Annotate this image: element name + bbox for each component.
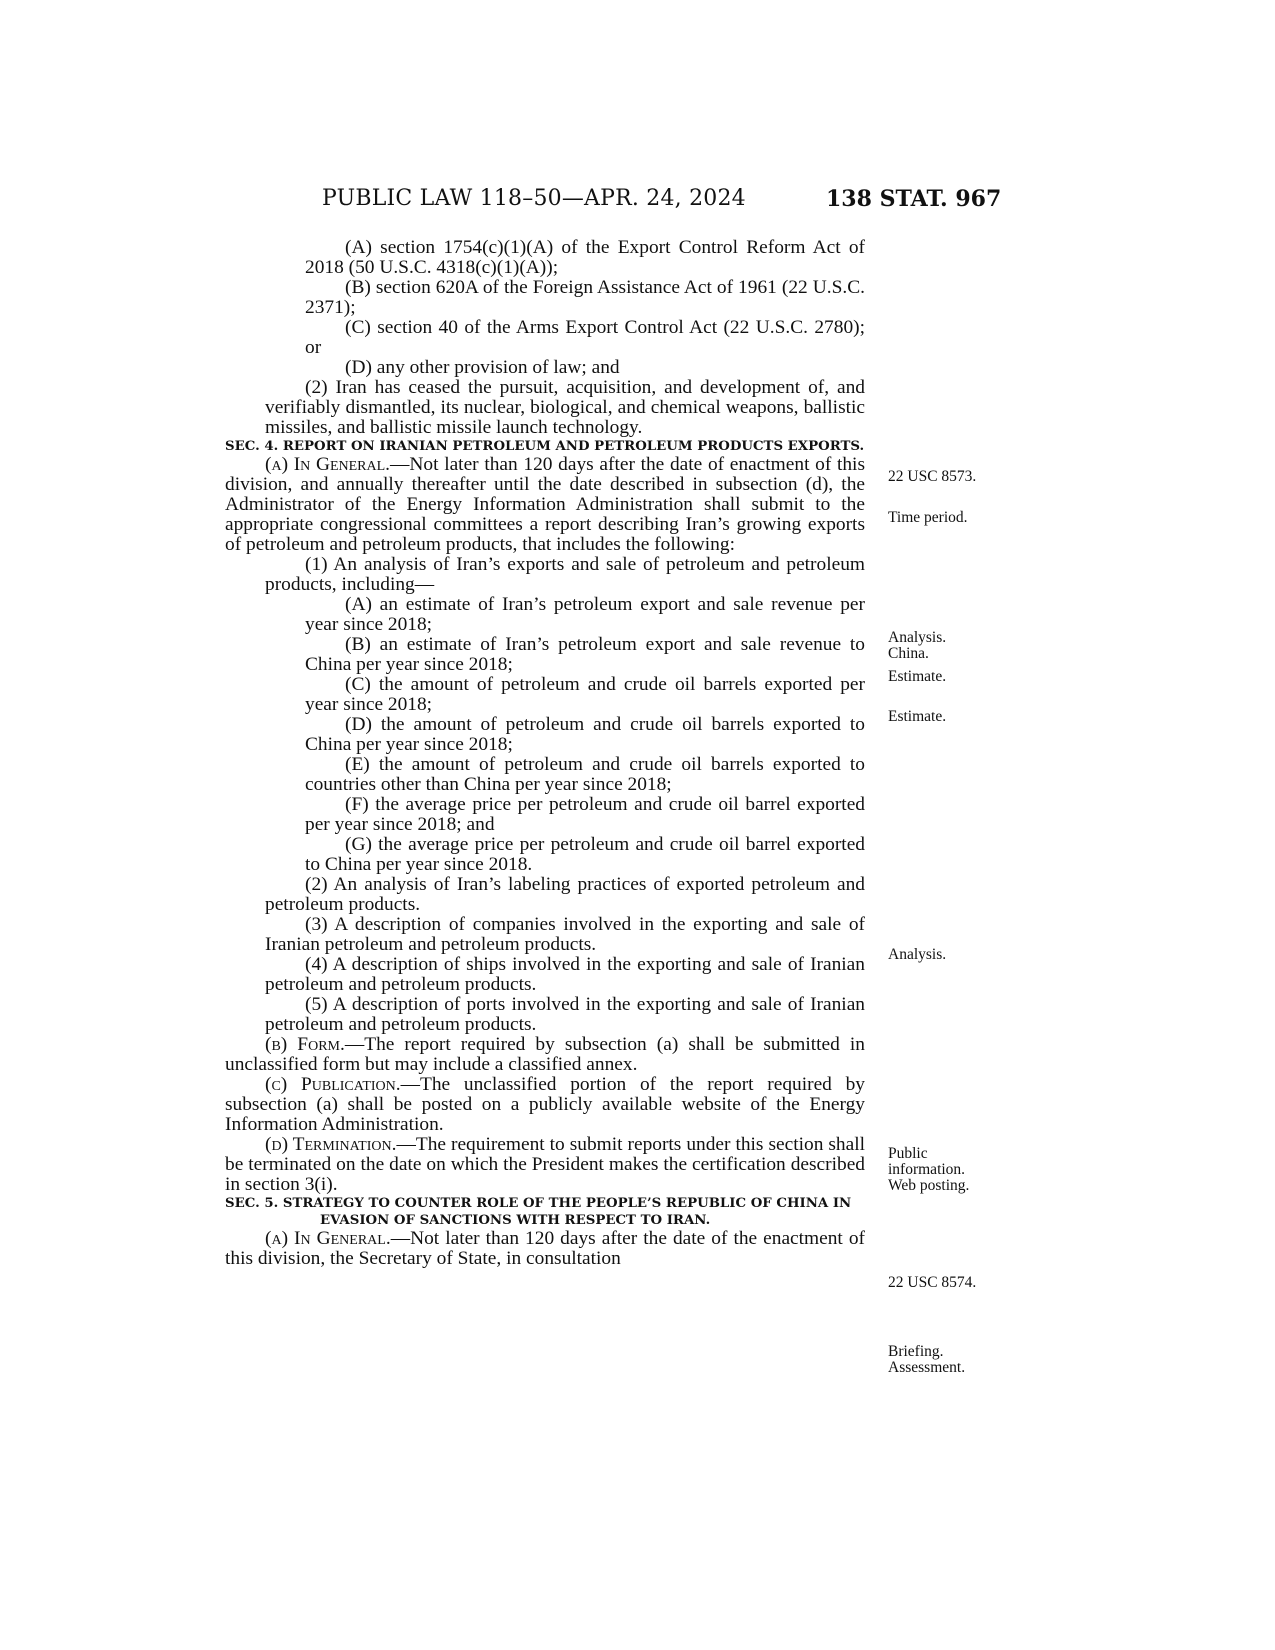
margin-note: Analysis. — [888, 946, 947, 963]
section-heading: SEC. 4. REPORT ON IRANIAN PETROLEUM AND PETROLEUM PRODUCTS EXPORTS. — [225, 439, 865, 454]
paragraph: (E) the amount of petroleum and crude oil barrels exported to countries other than China per year since 2018; — [305, 754, 865, 795]
section-heading: SEC. 5. STRATEGY TO COUNTER ROLE OF THE PEOPLE’S REPUBLIC OF CHINA IN EVASION OF SANCTIONS WITH RESPECT TO IRAN. — [225, 1196, 852, 1228]
paragraph — [225, 1035, 865, 1075]
paragraph: (2) Iran has ceased the pursuit, acquisition, and development of, and verifiably dismantled, its nuclear, biological, and chemical weapons, ballistic missiles, and ballistic missile launch technology. — [265, 377, 865, 438]
margin-note-usc: 22 USC 8573. — [888, 468, 977, 485]
paragraph: (B) section 620A of the Foreign Assistance Act of 1961 (22 U.S.C. 2371); — [305, 277, 865, 318]
paragraph: (D) the amount of petroleum and crude oil barrels exported to China per year since 2018; — [305, 714, 865, 755]
margin-note: China. — [888, 645, 929, 662]
subsection-text: —The requirement to submit reports under this section shall be terminated on the date on which the President makes the certification described in section 3(i). — [225, 1134, 865, 1195]
paragraph: (F) the average price per petroleum and crude oil barrel exported per year since 2018; and — [305, 794, 865, 835]
margin-note: Analysis. — [888, 629, 947, 646]
paragraph — [225, 455, 865, 555]
body-text — [225, 238, 865, 1269]
paragraph: (5) A description of ports involved in the exporting and sale of Iranian petroleum and petroleum products. — [265, 994, 865, 1035]
paragraph: (C) the amount of petroleum and crude oil barrels exported per year since 2018; — [305, 674, 865, 715]
paragraph: (A) section 1754(c)(1)(A) of the Export Control Reform Act of 2018 (50 U.S.C. 4318(c)(1)(A)); — [305, 237, 865, 278]
paragraph: (3) A description of companies involved in the exporting and sale of Iranian petroleum and petroleum products. — [265, 914, 865, 955]
subsection-label: (d) Termination. — [265, 1134, 397, 1155]
margin-note: Estimate. — [888, 668, 947, 685]
subsection-label: (a) In General. — [265, 454, 391, 475]
margin-note: information. — [888, 1161, 966, 1178]
margin-note: Public — [888, 1145, 928, 1162]
paragraph: (C) section 40 of the Arms Export Control Act (22 U.S.C. 2780); or — [305, 317, 865, 358]
subsection-label: (a) In General. — [265, 1228, 391, 1249]
public-law-title: PUBLIC LAW 118–50—APR. 24, 2024 — [322, 186, 746, 211]
subsection-text: —Not later than 120 days after the date of the enactment of this division, the Secretary of State, in consultation — [225, 1228, 865, 1269]
paragraph: (A) an estimate of Iran’s petroleum export and sale revenue per year since 2018; — [305, 594, 865, 635]
margin-note: Time period. — [888, 509, 968, 526]
paragraph: (4) A description of ships involved in the exporting and sale of Iranian petroleum and petroleum products. — [265, 954, 865, 995]
subsection-label: (b) Form. — [265, 1034, 345, 1055]
subsection-text: —The unclassified portion of the report required by subsection (a) shall be posted on a publicly available website of the Energy Information Administration. — [225, 1074, 865, 1135]
margin-note: Briefing. — [888, 1343, 944, 1360]
paragraph — [225, 1135, 865, 1195]
margin-note: Assessment. — [888, 1359, 966, 1376]
running-head — [0, 186, 1275, 216]
paragraph — [225, 1229, 865, 1269]
paragraph: (2) An analysis of Iran’s labeling practices of exported petroleum and petroleum products. — [265, 874, 865, 915]
margin-note-usc: 22 USC 8574. — [888, 1274, 977, 1291]
margin-note: Web posting. — [888, 1177, 970, 1194]
subsection-label: (c) Publication. — [265, 1074, 401, 1095]
paragraph: (D) any other provision of law; and — [345, 357, 620, 378]
margin-note: Estimate. — [888, 708, 947, 725]
subsection-text: —The report required by subsection (a) shall be submitted in unclassified form but may include a classified annex. — [225, 1034, 865, 1075]
paragraph — [225, 1075, 865, 1135]
paragraph: (1) An analysis of Iran’s exports and sale of petroleum and petroleum products, including— — [265, 554, 865, 595]
stat-page-number: 138 STAT. 967 — [826, 186, 1002, 212]
subsection-text: —Not later than 120 days after the date of enactment of this division, and annually thereafter until the date described in subsection (d), the Administrator of the Energy Information Administration shall submit to the appropriate congressional committees a report describing Iran’s growing exports of petroleum and petroleum products, that includes the following: — [225, 454, 865, 555]
paragraph: (B) an estimate of Iran’s petroleum export and sale revenue to China per year since 2018; — [305, 634, 865, 675]
paragraph: (G) the average price per petroleum and crude oil barrel exported to China per year since 2018. — [305, 834, 865, 875]
